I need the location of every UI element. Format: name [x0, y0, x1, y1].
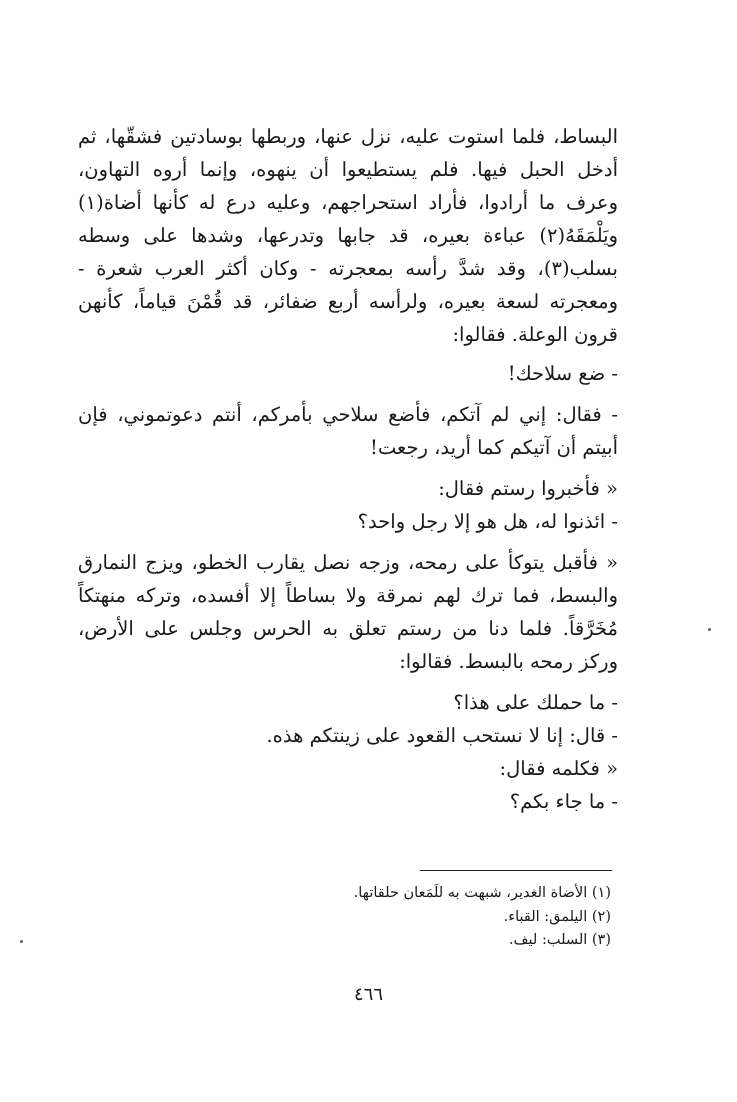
footnote-2: (٢) اليلمق: القباء.: [503, 908, 611, 925]
page-body: [78, 120, 618, 818]
paragraph-1: البساط، فلما استوت عليه، نزل عنها، وربطها بوسادتين فشقّها، ثم أدخل الحبل فيها. فلم يستطيعوا أن ينهوه، وإنما أروه التهاون، وعرف ما أرادوا، فأراد استحراجهم، وعليه درع له كأنها أضاة(١) ويَلْمَقَهُ(٢) عباءة بعيره، قد جابها وتدرعها، وشدها على وسطه بسلب(٣)، وقد شدَّ رأسه بمعجرته - وكان أكثر العرب شعرة - ومعجرته لسعة بعيره، ولرأسه أربع ضفائر، قد قُمْنَ قياماً، كأنهن قرون الوعلة. فقالوا:: [78, 125, 618, 346]
scan-speck: [20, 940, 23, 943]
paragraph-3: « فأقبل يتوكأ على رمحه، وزجه نصل يقارب الخطو، ويزج النمارق والبسط، فما ترك لهم نمرقة ولا بساطاً إلا أفسده، وتركه منهتكاً مُخَرَّقاً. فلما دنا من رستم تعلق به الحرس وجلس على الأرض، وركز رمحه بالبسط. فقالوا:: [78, 551, 618, 673]
dialogue-line-1: - ضع سلاحك!: [507, 362, 618, 385]
dialogue-line-3: - ما حملك على هذا؟: [453, 691, 618, 714]
narration-line-1: « فأخبروا رستم فقال:: [438, 477, 618, 500]
footnote-divider: [420, 870, 612, 871]
paragraph-2: - فقال: إني لم آتكم، فأضع سلاحي بأمركم، أنتم دعوتموني، فإن أبيتم أن آتيكم كما أريد، رجعت!: [78, 403, 618, 459]
footnote-1: (١) الأضاة الغدير، شبهت به للَمَعان حلقاتها.: [353, 885, 611, 901]
page-number: ٤٦٦: [353, 984, 383, 1005]
dialogue-line-5: - ما جاء بكم؟: [509, 790, 618, 813]
footnotes: [191, 882, 611, 953]
narration-line-2: « فكلمه فقال:: [499, 757, 618, 780]
scan-speck: [708, 628, 711, 631]
footnote-3: (٣) السلب: ليف.: [508, 932, 611, 948]
dialogue-line-2: - ائذنوا له، هل هو إلا رجل واحد؟: [357, 510, 618, 533]
dialogue-line-4: - قال: إنا لا نستحب القعود على زينتكم هذه.: [266, 724, 618, 747]
